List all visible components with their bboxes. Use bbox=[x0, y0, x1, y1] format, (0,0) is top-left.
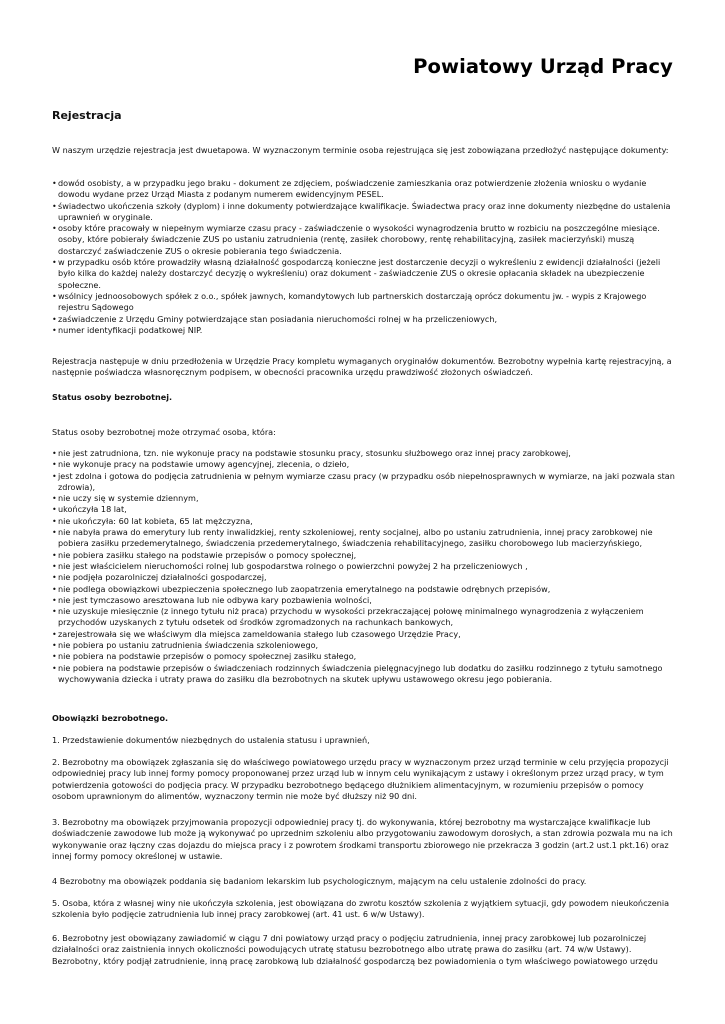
list-item: • zaświadczenie z Urzędu Gminy potwierdzające stan posiadania nieruchomości rolnej w ha przeliczeniowych, bbox=[52, 314, 675, 325]
list-item: • nie uczy się w systemie dziennym, bbox=[52, 493, 675, 504]
duty-item: 4 Bezrobotny ma obowiązek poddania się badaniom lekarskim lub psychologicznym, mającym na celu ustalenie zdolności do pracy. bbox=[52, 876, 587, 886]
list-item: • osoby które pracowały w niepełnym wymiarze czasu pracy - zaświadczenie o wysokości wynagrodzenia brutto w rozbiciu na poszczególne miesiące. osoby, które pobierały świadczenie ZUS po ustaniu zatrudnienia (rentę, zasiłek chorobowy, rentę rehabilitacyjną, zasiłek macierzyński) muszą dostarczyć zaświadczenie ZUS o okresie pobierania tego świadczenia. bbox=[52, 223, 675, 257]
list-item: • nie jest tymczasowo aresztowana lub nie odbywa kary pozbawienia wolności, bbox=[52, 595, 675, 606]
duty-item: 3. Bezrobotny ma obowiązek przyjmowania propozycji odpowiedniej pracy tj. do wykonywania, której bezrobotny ma wystarczające kwalifikacje lub doświadczenie zawodowe lub może ją wykonywać po uprzednim szkoleniu albo przygotowaniu zawodowym dorosłych, a stan zdrowia pozwala mu na ich wykonywanie oraz łączny czas dojazdu do miejsca pracy i z powrotem środkami transportu zbiorowego nie przekracza 3 godzin (art.2 ust.1 pkt.16) oraz innej formy pomocy określonej w ustawie. bbox=[52, 817, 673, 861]
list-item: • zarejestrowała się we właściwym dla miejsca zameldowania stałego lub czasowego Urzędzie Pracy, bbox=[52, 629, 675, 640]
list-item: • nie wykonuje pracy na podstawie umowy agencyjnej, zlecenia, o dzieło, bbox=[52, 459, 675, 470]
list-item: • nie pobiera na podstawie przepisów o pomocy społecznej zasiłku stałego, bbox=[52, 651, 675, 662]
status-heading: Status osoby bezrobotnej. bbox=[52, 392, 173, 402]
list-item: • nie pobiera zasiłku stałego na podstawie przepisów o pomocy społecznej, bbox=[52, 550, 675, 561]
list-item: • jest zdolna i gotowa do podjęcia zatrudnienia w pełnym wymiarze czasu pracy (w przypadku osób niepełnosprawnych w wymiarze, na jaki pozwala stan zdrowia), bbox=[52, 471, 675, 494]
list-item: • świadectwo ukończenia szkoły (dyplom) i inne dokumenty potwierdzające kwalifikacje. Świadectwa pracy oraz inne dokumenty niezbędne do ustalenia uprawnień w oryginale. bbox=[52, 201, 675, 224]
registration-closing: Rejestracja następuje w dniu przedłożenia w Urzędzie Pracy kompletu wymaganych oryginałów dokumentów. Bezrobotny wypełnia kartę rejestracyjną, a następnie poświadcza własnoręcznym podpisem, w obecności pracownika urzędu prawdziwość złożonych oświadczeń. bbox=[52, 356, 672, 378]
registration-intro: W naszym urzędzie rejestracja jest dwuetapowa. W wyznaczonym terminie osoba rejestrująca się jest zobowiązana przedłożyć następujące dokumenty: bbox=[52, 145, 669, 155]
duties-heading: Obowiązki bezrobotnego. bbox=[52, 713, 169, 723]
duty-item: 1. Przedstawienie dokumentów niezbędnych do ustalenia statusu i uprawnień, bbox=[52, 735, 370, 745]
list-item: • numer identyfikacji podatkowej NIP. bbox=[52, 325, 675, 336]
status-intro: Status osoby bezrobotnej może otrzymać osoba, która: bbox=[52, 427, 276, 437]
list-item: • nie pobiera po ustaniu zatrudnienia świadczenia szkoleniowego, bbox=[52, 640, 675, 651]
page-title: Powiatowy Urząd Pracy bbox=[413, 55, 673, 78]
list-item: • nie uzyskuje miesięcznie (z innego tytułu niż praca) przychodu w wysokości przekraczającej połowę minimalnego wynagrodzenia z wyłączeniem przychodów uzyskanych z tytułu odsetek od środków zgromadzonych na rachunkach bankowych, bbox=[52, 606, 675, 629]
status-conditions-list bbox=[52, 448, 675, 685]
duty-item: 2. Bezrobotny ma obowiązek zgłaszania się do właściwego powiatowego urzędu pracy w wyznaczonym przez urząd terminie w celu przyjęcia propozycji odpowiedniej pracy lub innej formy pomocy proponowanej przez urząd lub w innym celu wynikającym z ustawy i określonym przez urząd pracy, w tym potwierdzenia gotowości do podjęcia pracy. W przypadku bezrobotnego będącego dłużnikiem alimentacyjnym, w rozumieniu przepisów o pomocy osobom uprawnionym do alimentów, wyznaczony termin nie może być dłuższy niż 90 dni. bbox=[52, 757, 669, 801]
list-item: • w przypadku osób które prowadziły własną działalność gospodarczą konieczne jest dostarczenie decyzji o wykreśleniu z ewidencji działalności (jeżeli było kilka do każdej należy dostarczyć decyzję o wykreśleniu) oraz dokument - zaświadczenie ZUS o okresie opłacania składek na ubezpieczenie społeczne. bbox=[52, 257, 675, 291]
list-item: • wsólnicy jednoosobowych spółek z o.o., spółek jawnych, komandytowych lub partnerskich dostarczają oprócz dokumentu jw. - wypis z Krajowego rejestru Sądowego bbox=[52, 291, 675, 314]
list-item: • dowód osobisty, a w przypadku jego braku - dokument ze zdjęciem, poświadczenie zamieszkania oraz potwierdzenie złożenia wniosku o wydanie dowodu wydane przez Urząd Miasta z podanym numerem ewidencyjnym PESEL. bbox=[52, 178, 675, 201]
list-item: • nie ukończyła: 60 lat kobieta, 65 lat mężczyzna, bbox=[52, 516, 675, 527]
duty-item: 5. Osoba, która z własnej winy nie ukończyła szkolenia, jest obowiązana do zwrotu kosztów szkolenia z wyjątkiem sytuacji, gdy powodem nieukończenia szkolenia było podjęcie zatrudnienia lub innej pracy zarobkowej (art. 41 ust. 6 w/w Ustawy). bbox=[52, 898, 670, 920]
list-item: • nie nabyła prawa do emerytury lub renty inwalidzkiej, renty szkoleniowej, renty socjalnej, albo po ustaniu zatrudnienia, innej pracy zarobkowej nie pobiera zasiłku przedemerytalnego, świadczenia przedemerytalnego, świadczenia rehabilitacyjnego, zasiłku chorobowego lub macierzyńskiego, bbox=[52, 527, 675, 550]
registration-heading: Rejestracja bbox=[52, 109, 122, 122]
duty-item: 6. Bezrobotny jest obowiązany zawiadomić w ciągu 7 dni powiatowy urząd pracy o podjęciu zatrudnienia, innej pracy zarobkowej lub pozarolniczej działalności oraz zaistnienia innych okoliczności powodujących utratę statusu bezrobotnego albo utratę prawa do zasiłku (art. 74 w/w Ustawy). Bezrobotny, który podjął zatrudnienie, inną pracę zarobkową lub działalność gospodarczą bez powiadomienia o tym właściwego powiatowego urzędu bbox=[52, 933, 658, 966]
list-item: • nie pobiera na podstawie przepisów o świadczeniach rodzinnych świadczenia pielęgnacyjnego lub dodatku do zasiłku rodzinnego z tytułu samotnego wychowywania dziecka i utraty prawa do zasiłku dla bezrobotnych na skutek upływu ustawowego okresu jego pobierania. bbox=[52, 663, 675, 686]
list-item: • nie jest właścicielem nieruchomości rolnej lub gospodarstwa rolnego o powierzchni powyżej 2 ha przeliczeniowych , bbox=[52, 561, 675, 572]
list-item: • ukończyła 18 lat, bbox=[52, 504, 675, 515]
required-documents-list bbox=[52, 178, 675, 336]
list-item: • nie podjęła pozarolniczej działalności gospodarczej, bbox=[52, 572, 675, 583]
list-item: • nie podlega obowiązkowi ubezpieczenia społecznego lub zaopatrzenia emerytalnego na podstawie odrębnych przepisów, bbox=[52, 584, 675, 595]
list-item: • nie jest zatrudniona, tzn. nie wykonuje pracy na podstawie stosunku pracy, stosunku służbowego oraz innej pracy zarobkowej, bbox=[52, 448, 675, 459]
